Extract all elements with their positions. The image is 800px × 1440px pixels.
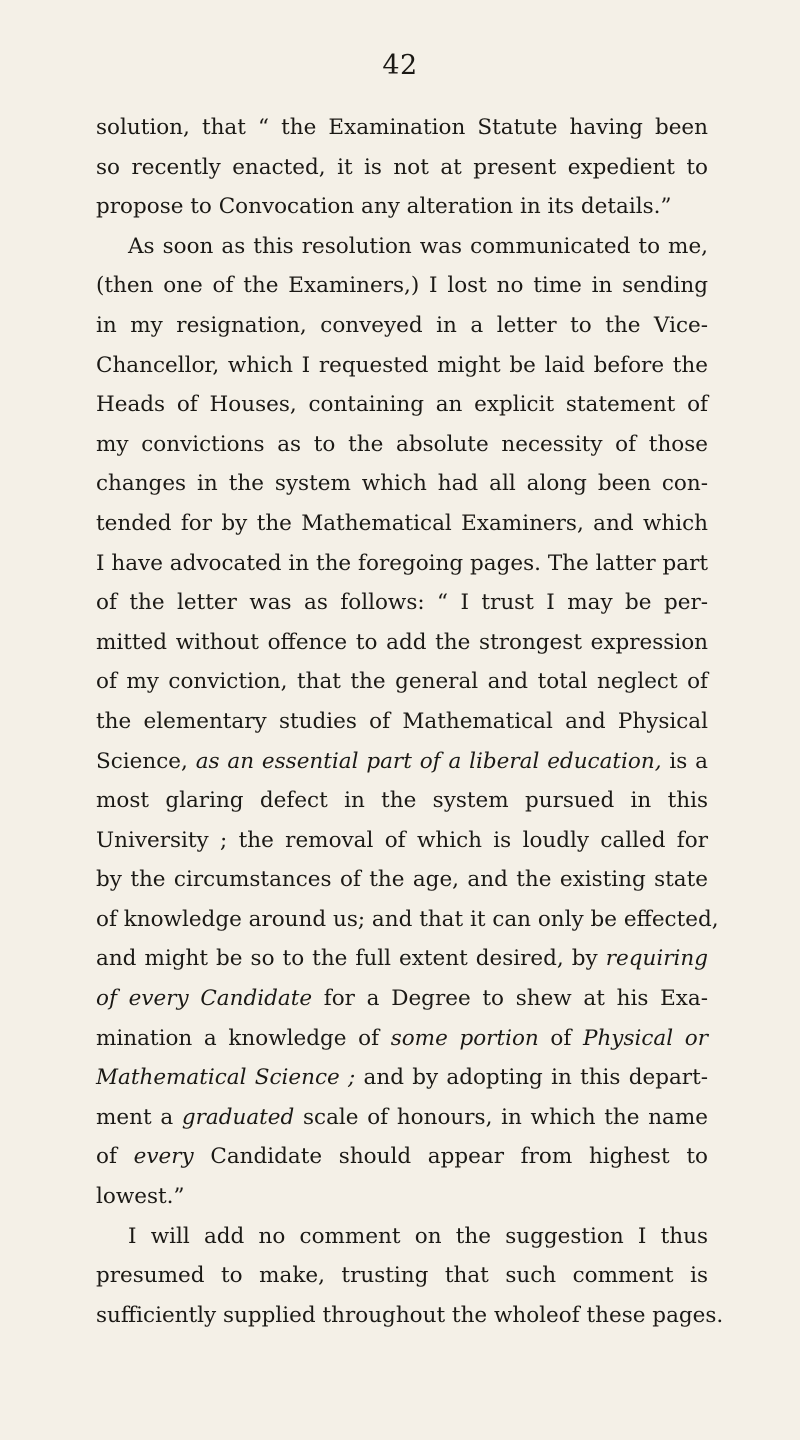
text-line: mitted without offence to add the strongest expression bbox=[96, 629, 708, 655]
text-line: of every Candidate for a Degree to shew at his Exa- bbox=[96, 986, 708, 1012]
italic-phrase: Mathematical Science ; bbox=[96, 1065, 356, 1091]
text-line: University ; the removal of which is loudly called for bbox=[96, 827, 708, 853]
text-line: of my conviction, that the general and total neglect of bbox=[96, 669, 708, 695]
italic-phrase: as an essential part of a liberal education, bbox=[195, 748, 662, 774]
text-line: tended for by the Mathematical Examiners, and which bbox=[96, 510, 708, 536]
text-line: of knowledge around us; and that it can only be effected, bbox=[96, 906, 719, 932]
text-line: I have advocated in the foregoing pages. The latter part bbox=[96, 550, 708, 576]
italic-phrase: every bbox=[133, 1144, 194, 1170]
italic-phrase: Physical or bbox=[582, 1025, 708, 1051]
text-line: mination a knowledge of some portion of Physical or bbox=[96, 1025, 708, 1051]
text-line: by the circumstances of the age, and the existing state bbox=[96, 867, 708, 893]
text-line: Chancellor, which I requested might be laid before the bbox=[96, 352, 708, 378]
italic-phrase: requiring bbox=[605, 946, 708, 972]
text-line: sufficiently supplied throughout the wholeof these pages. bbox=[96, 1302, 724, 1328]
italic-phrase: of every Candidate bbox=[96, 986, 313, 1012]
text-line: my convictions as to the absolute necessity of those bbox=[96, 431, 708, 457]
text-line: and might be so to the full extent desired, by requiring bbox=[96, 946, 708, 972]
text-line: of the letter was as follows: “ I trust I may be per- bbox=[96, 590, 708, 616]
text-line: Science, as an essential part of a liberal education, is a bbox=[96, 748, 708, 774]
text-line: in my resignation, conveyed in a letter to the Vice- bbox=[96, 312, 708, 338]
text-line: propose to Convocation any alteration in its details.” bbox=[96, 194, 672, 220]
text-line: of every Candidate should appear from highest to bbox=[96, 1144, 708, 1170]
text-line: ment a graduated scale of honours, in which the name bbox=[96, 1104, 708, 1130]
paragraph-start-line: I will add no comment on the suggestion I thus bbox=[128, 1223, 708, 1249]
text-line: changes in the system which had all along been con- bbox=[96, 471, 708, 497]
italic-phrase: graduated bbox=[181, 1104, 295, 1130]
text-line: presumed to make, trusting that such comment is bbox=[96, 1263, 708, 1289]
italic-phrase: some portion bbox=[390, 1025, 539, 1051]
paragraph-start-line: As soon as this resolution was communicated to me, bbox=[128, 233, 708, 259]
text-line: lowest.” bbox=[96, 1184, 185, 1210]
text-line: so recently enacted, it is not at present expedient to bbox=[96, 154, 708, 180]
page-number: 42 bbox=[382, 50, 418, 81]
body-text bbox=[96, 108, 724, 1335]
text-line: (then one of the Examiners,) I lost no time in sending bbox=[96, 273, 708, 299]
text-line: most glaring defect in the system pursued in this bbox=[96, 788, 708, 814]
text-line: solution, that “ the Examination Statute having been bbox=[96, 115, 708, 140]
text-line: Heads of Houses, containing an explicit statement of bbox=[96, 392, 708, 418]
text-line: the elementary studies of Mathematical and Physical bbox=[96, 708, 708, 734]
text-line: Mathematical Science ; and by adopting in this depart- bbox=[96, 1065, 708, 1091]
